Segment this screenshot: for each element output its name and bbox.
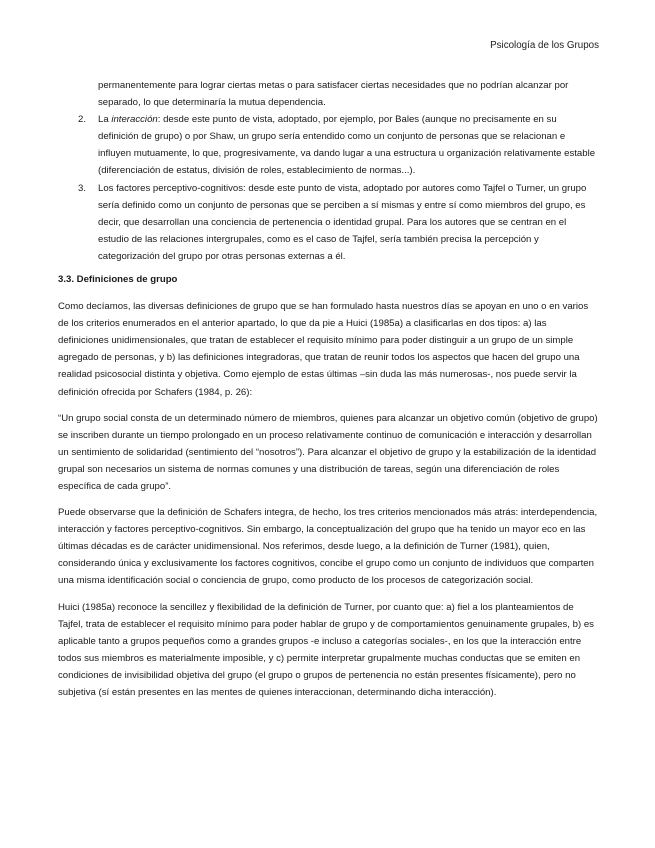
- paragraph-schafers-quote: “Un grupo social consta de un determinado número de miembros, quienes para alcanzar un objetivo común (objetivo de grupo) se inscriben durante un tiempo prolongado en un proceso relativamente continuo de comunicación e interacción y desarrollan un sentimiento de solidaridad (sentimiento del “nosotros”). Para alcanzar el objetivo de grupo y la estabilización de la identidad grupal son necesarios un sistema de normas comunes y una distribución de tareas, según una diferenciación de roles específica de cada grupo”.: [58, 412, 598, 492]
- list-item-lead: La: [98, 114, 112, 126]
- section-heading: 3.3. Definiciones de grupo: [58, 274, 178, 286]
- list-number: 3.: [78, 182, 87, 194]
- criteria-list: [58, 111, 598, 265]
- paragraph-schafers-analysis: Puede observarse que la definición de Schafers integra, de hecho, los tres criterios mencionados más atrás: interdependencia, interacción y factores perceptivo-cognitivos. Sin embargo, la conceptualización del grupo que ha tenido un mayor eco en las últimas décadas es de carácter unidimensional. Nos referimos, desde luego, a la definición de Turner (1981), quien, considerando única y exclusivamente los factores cognitivos, concibe el grupo como un conjunto de individuos que comparten una misma identificación social o conciencia de grupo, como producto de los procesos de categorización social.: [58, 507, 598, 587]
- list-item-emphasis: interacción: [111, 114, 158, 126]
- list-number: 2.: [78, 114, 87, 126]
- running-header: Psicología de los Grupos: [490, 40, 599, 51]
- page-content: [58, 77, 598, 701]
- continued-list-text: permanentemente para lograr ciertas metas o para satisfacer ciertas necesidades que no podrían alcanzar por separado, lo que determinaría la mutua dependencia.: [98, 80, 569, 109]
- list-item-text: Los factores perceptivo-cognitivos: desde este punto de vista, adoptado por autores como Tajfel o Turner, un grupo sería definido como un conjunto de personas que se perciben a sí mismas y entre sí como miembros del grupo, es decir, que desarrollan una conciencia de pertenencia o identidad grupal. Para los autores que se centran en el estudio de las relaciones intergrupales, como es el caso de Tajfel, sería también precisa la percepción y categorización del grupo por otras personas externas a él.: [98, 182, 587, 262]
- paragraph-definitions-intro: Como decíamos, las diversas definiciones de grupo que se han formulado hasta nuestros días se apoyan en uno o en varios de los criterios enumerados en el anterior apartado, lo que da pie a Huici (1985a) a clasificarlas en dos tipos: a) las definiciones unidimensionales, que tratan de establecer el requisito mínimo para poder distinguir a un grupo de un simple agregado de personas, y b) las definiciones integradoras, que tratan de reunir todos los aspectos que hacen del grupo una realidad psicosocial distinta y objetiva. Como ejemplo de estas últimas –sin duda las más numerosas-, nos puede servir la definición ofrecida por Schafers (1984, p. 26):: [58, 301, 589, 398]
- list-item-perceptivo-cognitivos: [58, 180, 598, 265]
- list-item-text: : desde este punto de vista, adoptado, por ejemplo, por Bales (aunque no precisamente en su definición de grupo) o por Shaw, un grupo sería entendido como un conjunto de personas que se relacionan e influyen mutuamente, lo que, progresivamente, va dando lugar a una estructura u organización relativamente estable (diferenciación de estatus, división de roles, establecimiento de normas...).: [98, 114, 596, 177]
- paragraph-huici-turner: Huici (1985a) reconoce la sencillez y flexibilidad de la definición de Turner, por cuanto que: a) fiel a los planteamientos de Tajfel, trata de establecer el requisito mínimo para poder hablar de grupo y de comportamientos genuinamente grupales, b) es aplicable tanto a grupos pequeños como a grandes grupos -e incluso a categorías sociales-, en los que la interacción entre todos sus miembros es materialmente imposible, y c) permite interpretar grupalmente muchas conductas que se emiten en condiciones de invisibilidad objetiva del grupo (el grupo o grupos de pertenencia no están presentes físicamente), pero no subjetiva (sí están presentes en las mentes de quienes interaccionan, determinando dicha interacción).: [58, 601, 594, 698]
- list-item-interaccion: [58, 111, 598, 179]
